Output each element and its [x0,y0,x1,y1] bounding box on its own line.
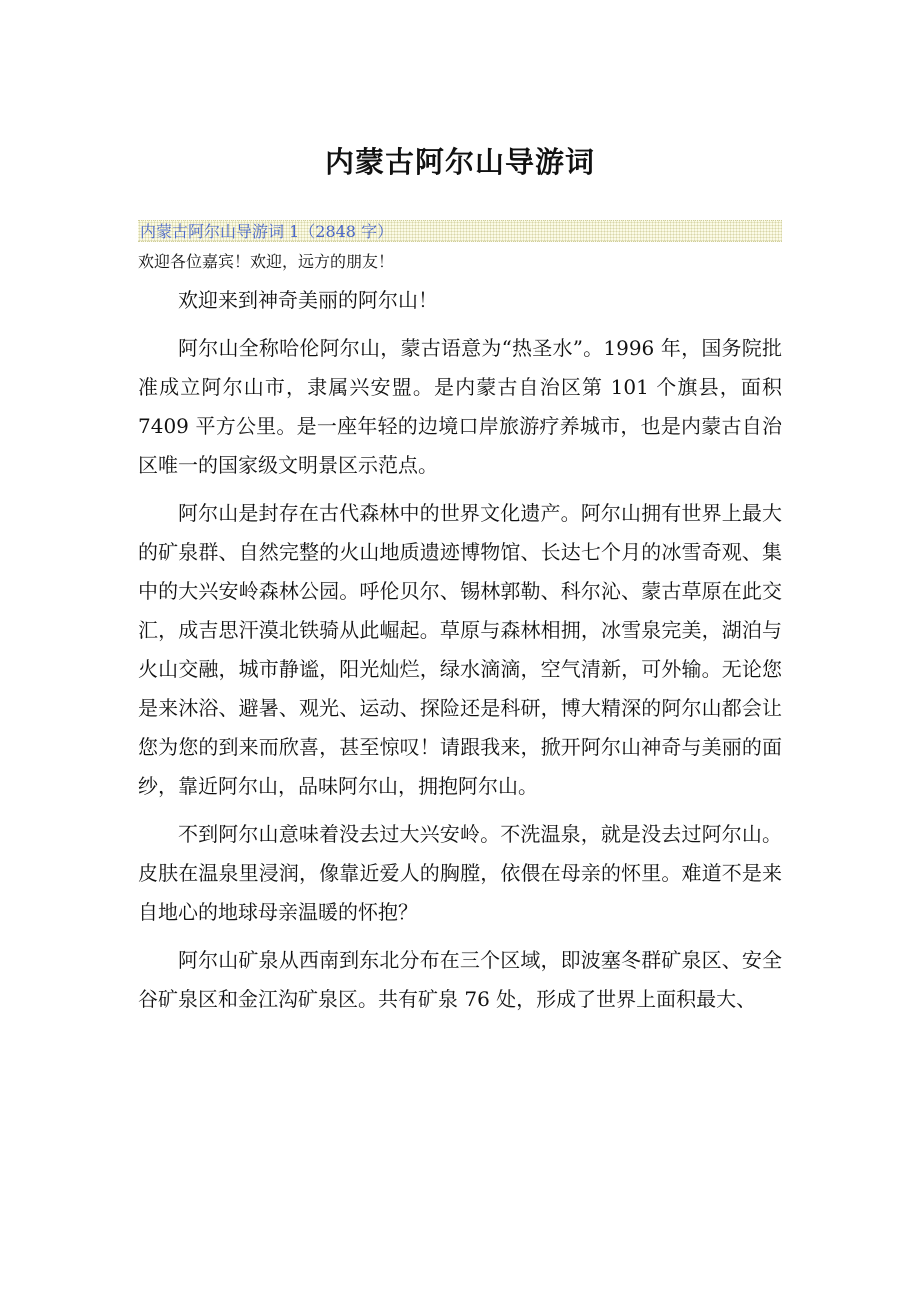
document-title: 内蒙古阿尔山导游词 [324,145,595,179]
paragraph: 不到阿尔山意味着没去过大兴安岭。不洗温泉，就是没去过阿尔山。皮肤在温泉里浸润，像靠近爱人的胸膛，依偎在母亲的怀里。难道不是来自地心的地球母亲温暖的怀抱？ [138,822,782,924]
paragraph: 阿尔山全称哈伦阿尔山，蒙古语意为“热圣水”。1996 年，国务院批准成立阿尔山市，隶属兴安盟。是内蒙古自治区第 101 个旗县，面积 7409 平方公里。是一座年轻的边境口岸旅游疗养城市，也是内蒙古自治区唯一的国家级文明景区示范点。 [138,336,782,477]
paragraph: 欢迎来到神奇美丽的阿尔山！ [178,288,438,312]
greeting-line: 欢迎各位嘉宾！欢迎，远方的朋友！ [138,252,395,271]
paragraph: 阿尔山是封存在古代森林中的世界文化遗产。阿尔山拥有世界上最大的矿泉群、自然完整的火山地质遗迹博物馆、长达七个月的冰雪奇观、集中的大兴安岭森林公园。呼伦贝尔、锡林郭勒、科尔沁、蒙古草原在此交汇，成吉思汗漠北铁骑从此崛起。草原与森林相拥，冰雪泉完美，湖泊与火山交融，城市静谧，阳光灿烂，绿水滴滴，空气清新，可外输。无论您是来沐浴、避暑、观光、运动、探险还是科研，博大精深的阿尔山都会让您为您的到来而欣喜，甚至惊叹！请跟我来，掀开阿尔山神奇与美丽的面纱，靠近阿尔山，品味阿尔山，拥抱阿尔山。 [138,501,782,798]
section-heading: 内蒙古阿尔山导游词 1（2848 字） [138,220,782,242]
paragraph: 阿尔山矿泉从西南到东北分布在三个区域，即波塞冬群矿泉区、安全谷矿泉区和金江沟矿泉区。共有矿泉 76 处，形成了世界上面积最大、 [138,948,782,1011]
body-text [138,281,782,1028]
